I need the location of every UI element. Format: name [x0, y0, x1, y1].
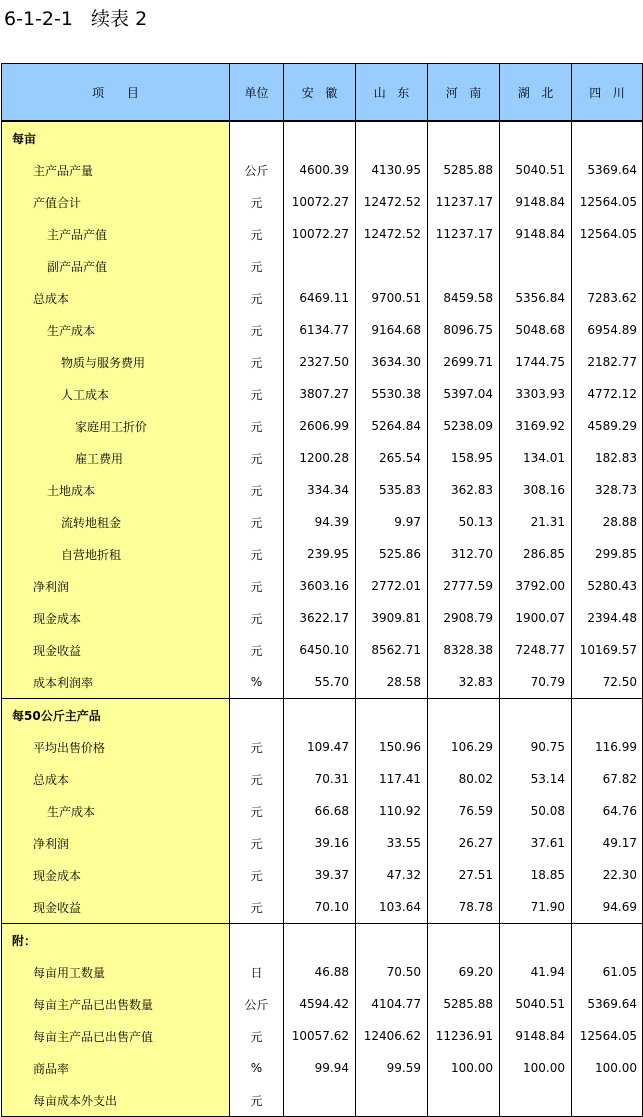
- value-cell: 18.85: [500, 859, 572, 891]
- row-label: 自营地折租: [2, 538, 230, 570]
- value-cell: [356, 250, 428, 282]
- header-region-shandong: 山 东: [356, 64, 428, 122]
- value-cell: 535.83: [356, 474, 428, 506]
- value-cell: [500, 924, 572, 957]
- unit-cell: 元: [230, 250, 284, 282]
- unit-cell: [230, 924, 284, 957]
- value-cell: [572, 250, 643, 282]
- value-cell: [500, 1084, 572, 1117]
- value-cell: 100.00: [428, 1052, 500, 1084]
- value-cell: 5264.84: [356, 410, 428, 442]
- value-cell: [428, 699, 500, 732]
- value-cell: [284, 1084, 356, 1117]
- value-cell: 9148.84: [500, 186, 572, 218]
- value-cell: 2777.59: [428, 570, 500, 602]
- value-cell: 50.08: [500, 795, 572, 827]
- unit-cell: 元: [230, 282, 284, 314]
- value-cell: 4600.39: [284, 154, 356, 186]
- value-cell: 5369.64: [572, 988, 643, 1020]
- table-row: [2, 988, 643, 1020]
- value-cell: [572, 699, 643, 732]
- row-label: 产值合计: [2, 186, 230, 218]
- table-row: [2, 956, 643, 988]
- unit-cell: 元: [230, 827, 284, 859]
- table-row: [2, 506, 643, 538]
- row-label: 主产品产量: [2, 154, 230, 186]
- value-cell: [428, 250, 500, 282]
- value-cell: [572, 924, 643, 957]
- table-row: [2, 1020, 643, 1052]
- value-cell: 11237.17: [428, 218, 500, 250]
- value-cell: 70.10: [284, 891, 356, 924]
- unit-cell: 元: [230, 218, 284, 250]
- section-row: [2, 699, 643, 732]
- value-cell: 8459.58: [428, 282, 500, 314]
- row-label: 物质与服务费用: [2, 346, 230, 378]
- value-cell: 21.31: [500, 506, 572, 538]
- row-label: 每亩主产品已出售数量: [2, 988, 230, 1020]
- value-cell: 94.39: [284, 506, 356, 538]
- unit-cell: 公斤: [230, 154, 284, 186]
- value-cell: 55.70: [284, 666, 356, 699]
- table-row: [2, 634, 643, 666]
- unit-cell: 元: [230, 859, 284, 891]
- unit-cell: 元: [230, 795, 284, 827]
- value-cell: 39.16: [284, 827, 356, 859]
- table-row: [2, 474, 643, 506]
- unit-cell: 元: [230, 891, 284, 924]
- table-row: [2, 218, 643, 250]
- value-cell: 116.99: [572, 731, 643, 763]
- value-cell: 5285.88: [428, 988, 500, 1020]
- value-cell: 12564.05: [572, 218, 643, 250]
- value-cell: [284, 121, 356, 154]
- value-cell: 50.13: [428, 506, 500, 538]
- row-label: 总成本: [2, 763, 230, 795]
- value-cell: 3622.17: [284, 602, 356, 634]
- value-cell: 1200.28: [284, 442, 356, 474]
- value-cell: 7283.62: [572, 282, 643, 314]
- value-cell: 3792.00: [500, 570, 572, 602]
- value-cell: 308.16: [500, 474, 572, 506]
- value-cell: 94.69: [572, 891, 643, 924]
- value-cell: [356, 1084, 428, 1117]
- unit-cell: 元: [230, 474, 284, 506]
- value-cell: [500, 699, 572, 732]
- section-label: 附：: [2, 924, 230, 957]
- value-cell: 28.58: [356, 666, 428, 699]
- table-body: [2, 121, 643, 1117]
- unit-cell: 元: [230, 763, 284, 795]
- unit-cell: [230, 699, 284, 732]
- value-cell: [500, 121, 572, 154]
- value-cell: 26.27: [428, 827, 500, 859]
- unit-cell: %: [230, 1052, 284, 1084]
- value-cell: 134.01: [500, 442, 572, 474]
- unit-cell: 元: [230, 346, 284, 378]
- value-cell: 37.61: [500, 827, 572, 859]
- table-row: [2, 731, 643, 763]
- table-row: [2, 763, 643, 795]
- value-cell: [572, 1084, 643, 1117]
- section-row: [2, 121, 643, 154]
- value-cell: [284, 924, 356, 957]
- value-cell: 9148.84: [500, 218, 572, 250]
- value-cell: [284, 250, 356, 282]
- value-cell: 239.95: [284, 538, 356, 570]
- table-header: [2, 64, 643, 122]
- value-cell: 5369.64: [572, 154, 643, 186]
- table-row: [2, 1052, 643, 1084]
- value-cell: 4589.29: [572, 410, 643, 442]
- value-cell: 4104.77: [356, 988, 428, 1020]
- value-cell: 72.50: [572, 666, 643, 699]
- value-cell: 1900.07: [500, 602, 572, 634]
- unit-cell: 元: [230, 314, 284, 346]
- row-label: 净利润: [2, 570, 230, 602]
- value-cell: 110.92: [356, 795, 428, 827]
- value-cell: 182.83: [572, 442, 643, 474]
- value-cell: [500, 250, 572, 282]
- table-row: [2, 538, 643, 570]
- value-cell: 3909.81: [356, 602, 428, 634]
- unit-cell: 元: [230, 1020, 284, 1052]
- value-cell: 32.83: [428, 666, 500, 699]
- value-cell: 9.97: [356, 506, 428, 538]
- value-cell: 1744.75: [500, 346, 572, 378]
- value-cell: 12564.05: [572, 186, 643, 218]
- table-row: [2, 250, 643, 282]
- row-label: 家庭用工折价: [2, 410, 230, 442]
- value-cell: 106.29: [428, 731, 500, 763]
- row-label: 每亩主产品已出售产值: [2, 1020, 230, 1052]
- section-label: 每亩: [2, 121, 230, 154]
- row-label: 人工成本: [2, 378, 230, 410]
- value-cell: 2908.79: [428, 602, 500, 634]
- value-cell: 12472.52: [356, 186, 428, 218]
- value-cell: 11236.91: [428, 1020, 500, 1052]
- row-label: 商品率: [2, 1052, 230, 1084]
- value-cell: 53.14: [500, 763, 572, 795]
- table-row: [2, 795, 643, 827]
- value-cell: [356, 924, 428, 957]
- unit-cell: 元: [230, 634, 284, 666]
- value-cell: 5040.51: [500, 988, 572, 1020]
- value-cell: 9700.51: [356, 282, 428, 314]
- value-cell: 4130.95: [356, 154, 428, 186]
- value-cell: 10169.57: [572, 634, 643, 666]
- unit-cell: 元: [230, 602, 284, 634]
- value-cell: 70.50: [356, 956, 428, 988]
- table-row: [2, 442, 643, 474]
- unit-cell: 元: [230, 570, 284, 602]
- section-label: 每50公斤主产品: [2, 699, 230, 732]
- value-cell: 9148.84: [500, 1020, 572, 1052]
- value-cell: 46.88: [284, 956, 356, 988]
- statistics-table: [1, 63, 643, 1117]
- table-row: [2, 570, 643, 602]
- value-cell: [428, 924, 500, 957]
- value-cell: 10072.27: [284, 186, 356, 218]
- unit-cell: [230, 121, 284, 154]
- table-row: [2, 827, 643, 859]
- row-label: 现金收益: [2, 634, 230, 666]
- unit-cell: 元: [230, 378, 284, 410]
- row-label: 现金成本: [2, 859, 230, 891]
- table-row: [2, 314, 643, 346]
- row-label: 生产成本: [2, 314, 230, 346]
- unit-cell: 元: [230, 538, 284, 570]
- value-cell: 100.00: [572, 1052, 643, 1084]
- value-cell: 4772.12: [572, 378, 643, 410]
- value-cell: 158.95: [428, 442, 500, 474]
- value-cell: 10057.62: [284, 1020, 356, 1052]
- value-cell: 41.94: [500, 956, 572, 988]
- value-cell: 5280.43: [572, 570, 643, 602]
- value-cell: 334.34: [284, 474, 356, 506]
- value-cell: 5356.84: [500, 282, 572, 314]
- value-cell: [428, 1084, 500, 1117]
- unit-cell: 元: [230, 442, 284, 474]
- value-cell: [356, 699, 428, 732]
- value-cell: [356, 121, 428, 154]
- value-cell: 362.83: [428, 474, 500, 506]
- row-label: 现金成本: [2, 602, 230, 634]
- value-cell: 2327.50: [284, 346, 356, 378]
- header-region-henan: 河 南: [428, 64, 500, 122]
- value-cell: 299.85: [572, 538, 643, 570]
- value-cell: 2182.77: [572, 346, 643, 378]
- table-row: [2, 186, 643, 218]
- row-label: 每亩用工数量: [2, 956, 230, 988]
- table-row: [2, 346, 643, 378]
- value-cell: 12406.62: [356, 1020, 428, 1052]
- row-label: 现金收益: [2, 891, 230, 924]
- header-unit: 单位: [230, 64, 284, 122]
- value-cell: 2772.01: [356, 570, 428, 602]
- row-label: 副产品产值: [2, 250, 230, 282]
- value-cell: 78.78: [428, 891, 500, 924]
- value-cell: 11237.17: [428, 186, 500, 218]
- header-region-sichuan: 四 川: [572, 64, 643, 122]
- value-cell: 3303.93: [500, 378, 572, 410]
- value-cell: 28.88: [572, 506, 643, 538]
- value-cell: 5530.38: [356, 378, 428, 410]
- value-cell: 8562.71: [356, 634, 428, 666]
- row-label: 平均出售价格: [2, 731, 230, 763]
- table-row: [2, 859, 643, 891]
- unit-cell: 元: [230, 1084, 284, 1117]
- value-cell: [428, 121, 500, 154]
- value-cell: 22.30: [572, 859, 643, 891]
- value-cell: 66.68: [284, 795, 356, 827]
- value-cell: 3634.30: [356, 346, 428, 378]
- value-cell: [572, 121, 643, 154]
- value-cell: 76.59: [428, 795, 500, 827]
- value-cell: 2394.48: [572, 602, 643, 634]
- value-cell: 70.31: [284, 763, 356, 795]
- table-row: [2, 1084, 643, 1117]
- row-label: 流转地租金: [2, 506, 230, 538]
- value-cell: 6954.89: [572, 314, 643, 346]
- value-cell: 117.41: [356, 763, 428, 795]
- header-item: 项 目: [2, 64, 230, 122]
- row-label: 土地成本: [2, 474, 230, 506]
- unit-cell: 元: [230, 731, 284, 763]
- value-cell: 525.86: [356, 538, 428, 570]
- value-cell: 109.47: [284, 731, 356, 763]
- header-region-hubei: 湖 北: [500, 64, 572, 122]
- value-cell: 71.90: [500, 891, 572, 924]
- unit-cell: 日: [230, 956, 284, 988]
- value-cell: 8096.75: [428, 314, 500, 346]
- row-label: 净利润: [2, 827, 230, 859]
- value-cell: [284, 699, 356, 732]
- value-cell: 312.70: [428, 538, 500, 570]
- table-row: [2, 666, 643, 699]
- value-cell: 3603.16: [284, 570, 356, 602]
- page-title: 6-1-2-1 续表 2: [4, 8, 148, 30]
- value-cell: 103.64: [356, 891, 428, 924]
- value-cell: 5040.51: [500, 154, 572, 186]
- value-cell: 2606.99: [284, 410, 356, 442]
- row-label: 成本利润率: [2, 666, 230, 699]
- value-cell: 12472.52: [356, 218, 428, 250]
- unit-cell: 元: [230, 410, 284, 442]
- header-region-anhui: 安 徽: [284, 64, 356, 122]
- value-cell: 5397.04: [428, 378, 500, 410]
- table-row: [2, 378, 643, 410]
- unit-cell: %: [230, 666, 284, 699]
- value-cell: 3807.27: [284, 378, 356, 410]
- value-cell: 328.73: [572, 474, 643, 506]
- table-row: [2, 282, 643, 314]
- value-cell: 5048.68: [500, 314, 572, 346]
- value-cell: 64.76: [572, 795, 643, 827]
- value-cell: 10072.27: [284, 218, 356, 250]
- value-cell: 39.37: [284, 859, 356, 891]
- value-cell: 100.00: [500, 1052, 572, 1084]
- value-cell: 70.79: [500, 666, 572, 699]
- value-cell: 67.82: [572, 763, 643, 795]
- value-cell: 69.20: [428, 956, 500, 988]
- header-row: [2, 64, 643, 122]
- table-row: [2, 891, 643, 924]
- value-cell: 49.17: [572, 827, 643, 859]
- value-cell: 99.59: [356, 1052, 428, 1084]
- value-cell: 6450.10: [284, 634, 356, 666]
- value-cell: 12564.05: [572, 1020, 643, 1052]
- value-cell: 7248.77: [500, 634, 572, 666]
- value-cell: 9164.68: [356, 314, 428, 346]
- row-label: 雇工费用: [2, 442, 230, 474]
- value-cell: 4594.42: [284, 988, 356, 1020]
- value-cell: 80.02: [428, 763, 500, 795]
- value-cell: 265.54: [356, 442, 428, 474]
- value-cell: 150.96: [356, 731, 428, 763]
- row-label: 主产品产值: [2, 218, 230, 250]
- value-cell: 3169.92: [500, 410, 572, 442]
- value-cell: 6134.77: [284, 314, 356, 346]
- value-cell: 2699.71: [428, 346, 500, 378]
- value-cell: 99.94: [284, 1052, 356, 1084]
- unit-cell: 元: [230, 506, 284, 538]
- row-label: 生产成本: [2, 795, 230, 827]
- value-cell: 5285.88: [428, 154, 500, 186]
- row-label: 总成本: [2, 282, 230, 314]
- value-cell: 27.51: [428, 859, 500, 891]
- value-cell: 6469.11: [284, 282, 356, 314]
- table-row: [2, 602, 643, 634]
- value-cell: 5238.09: [428, 410, 500, 442]
- section-row: [2, 924, 643, 957]
- value-cell: 33.55: [356, 827, 428, 859]
- value-cell: 61.05: [572, 956, 643, 988]
- value-cell: 90.75: [500, 731, 572, 763]
- table-row: [2, 154, 643, 186]
- unit-cell: 公斤: [230, 988, 284, 1020]
- unit-cell: 元: [230, 186, 284, 218]
- value-cell: 8328.38: [428, 634, 500, 666]
- table-row: [2, 410, 643, 442]
- value-cell: 47.32: [356, 859, 428, 891]
- value-cell: 286.85: [500, 538, 572, 570]
- row-label: 每亩成本外支出: [2, 1084, 230, 1117]
